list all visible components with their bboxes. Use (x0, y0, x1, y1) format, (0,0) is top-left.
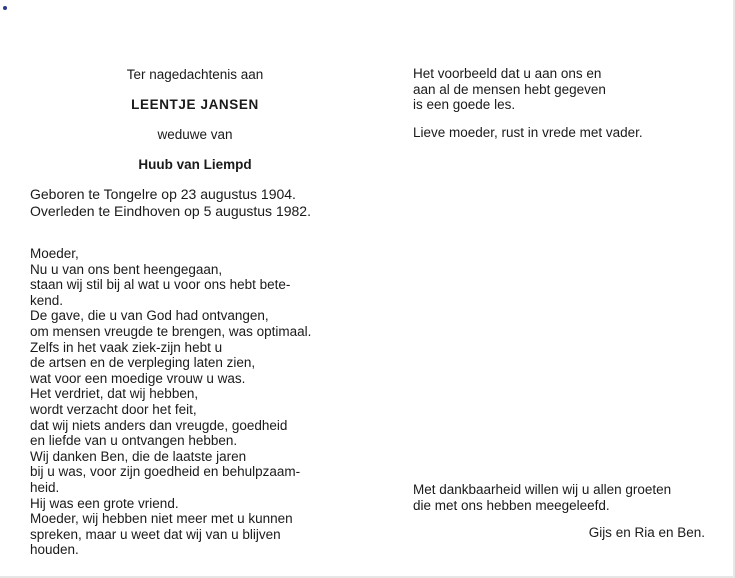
intro-text: Ter nagedachtenis aan (126, 67, 264, 82)
poem-line: wordt verzacht door het feit, (30, 401, 197, 417)
poem-line: heid. (30, 479, 60, 495)
poem-line: de artsen en de verpleging laten zien, (30, 355, 256, 371)
life-dates (30, 186, 360, 220)
poem-line: Het verdriet, dat wij hebben, (30, 386, 199, 402)
poem-line: en liefde van u ontvangen hebben. (30, 433, 238, 449)
thanks-line: die met ons hebben meegeleefd. (413, 497, 610, 513)
poem-line: om mensen vreugde te brengen, was optimaal. (30, 323, 312, 339)
thanks-line: Met dankbaarheid willen wij u allen groeten (413, 482, 672, 497)
poem-line: Zelfs in het vaak ziek-zijn hebt u (30, 339, 223, 355)
thanks-panel (413, 482, 713, 541)
poem-line: De gave, die u van God had ontvangen, (30, 308, 269, 324)
widow-of-text: weduwe van (157, 127, 233, 142)
poem-line: Wij danken Ben, die de laatste jaren (30, 448, 247, 464)
poem-line: Hij was een grote vriend. (30, 495, 179, 511)
poem (30, 246, 360, 558)
husband-name: Huub van Liempd (138, 157, 252, 172)
right-panel (413, 66, 713, 140)
quote-line: aan al de mensen hebt gegeven (413, 81, 606, 97)
family-signature: Gijs en Ria en Ben. (588, 525, 705, 541)
poem-line: Nu u van ons bent heengegaan, (30, 261, 223, 277)
left-panel (30, 66, 360, 558)
poem-line: bij u was, voor zijn goedheid en behulpzaam- (30, 464, 301, 480)
death-line: Overleden te Eindhoven op 5 augustus 1982. (30, 203, 311, 219)
deceased-name: LEENTJE JANSEN (131, 97, 259, 112)
poem-line: dat wij niets anders dan vreugde, goedheid (30, 417, 288, 433)
quote-line: Het voorbeeld dat u aan ons en (413, 66, 602, 81)
poem-line: spreken, maar u weet dat wij van u blijven (30, 526, 281, 542)
poem-line: houden. (30, 542, 79, 558)
quote-block (413, 66, 713, 113)
quote-line: is een goede les. (413, 97, 516, 113)
farewell-line: Lieve moeder, rust in vrede met vader. (413, 124, 643, 140)
poem-line: kend. (30, 292, 64, 308)
poem-line: Moeder, (30, 246, 79, 261)
poem-line: Moeder, wij hebben niet meer met u kunnen (30, 511, 293, 527)
poem-line: staan wij stil bij al wat u voor ons hebt bete- (30, 277, 291, 293)
poem-line: wat voor een moedige vrouw u was. (30, 370, 246, 386)
birth-line: Geboren te Tongelre op 23 augustus 1904. (30, 186, 296, 202)
